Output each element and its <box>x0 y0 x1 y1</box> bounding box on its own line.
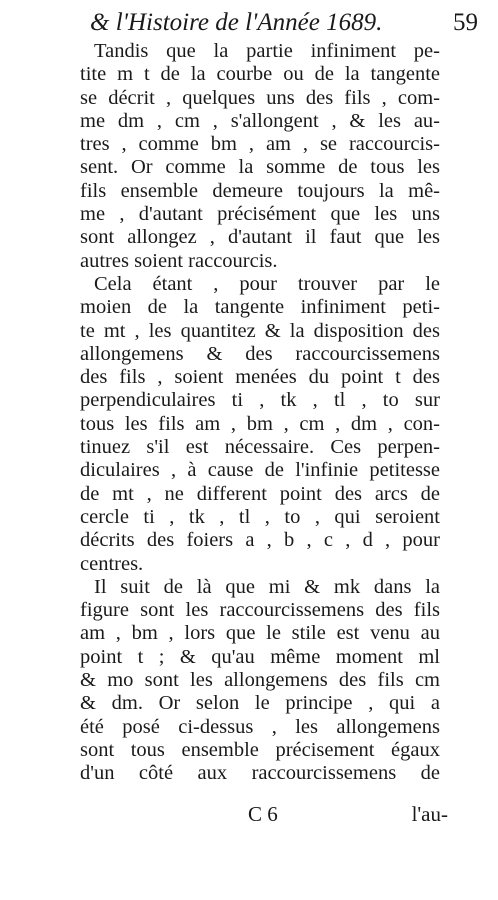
text-line: sont allongez , d'autant il faut que les <box>80 226 440 249</box>
text-line: me dm , cm , s'allongent , & les au- <box>80 109 440 132</box>
text-line: cercle ti , tk , tl , to , qui seroient <box>80 505 440 528</box>
text-line: des fils , soient menées du point t des <box>80 366 440 389</box>
text-line: de mt , ne different point des arcs de <box>80 482 440 505</box>
text-line: fils ensemble demeure toujours la mê- <box>80 179 440 202</box>
text-line: tous les fils am , bm , cm , dm , con- <box>80 412 440 435</box>
text-line: & dm. Or selon le principe , qui a <box>80 692 440 715</box>
paragraph-2 <box>80 273 440 576</box>
text-body <box>80 40 440 786</box>
text-line: été posé ci-dessus , les allongemens <box>80 715 440 738</box>
running-header <box>90 6 478 40</box>
text-line: d'un côté aux raccourcissemens de <box>80 762 440 785</box>
text-line: Cela étant , pour trouver par le <box>94 272 440 295</box>
text-line: se décrit , quelques uns des fils , com- <box>80 86 440 109</box>
text-line: tite m t de la courbe ou de la tangente <box>80 63 440 86</box>
text-line: am , bm , lors que le stile est venu au <box>80 622 440 645</box>
text-line: allongemens & des raccourcissemens <box>80 342 440 365</box>
text-line: autres soient raccourcis. <box>80 249 278 272</box>
text-line: tres , comme bm , am , se raccourcis- <box>80 133 440 156</box>
text-line: diculaires , à cause de l'infinie petitesse <box>80 459 440 482</box>
page-number: 59 <box>453 9 478 36</box>
text-line: sent. Or comme la somme de tous les <box>80 156 440 179</box>
page-footer <box>80 801 448 827</box>
text-line: sont tous ensemble précisement égaux <box>80 738 440 761</box>
text-line: décrits des foiers a , b , c , d , pour <box>80 529 440 552</box>
signature-mark: C 6 <box>248 802 278 826</box>
text-line: perpendiculaires ti , tk , tl , to sur <box>80 389 440 412</box>
text-line: figure sont les raccourcissemens des fils <box>80 599 440 622</box>
catchword: l'au- <box>411 802 448 826</box>
text-line: Tandis que la partie infiniment pe- <box>94 40 440 62</box>
paragraph-1 <box>80 40 440 273</box>
text-line: te mt , les quantitez & la disposition des <box>80 319 440 342</box>
text-line: centres. <box>80 552 144 575</box>
text-line: moien de la tangente infiniment peti- <box>80 296 440 319</box>
running-title: & l'Histoire de l'Année 1689. <box>90 9 383 36</box>
paragraph-3 <box>80 576 440 786</box>
text-line: & mo sont les allongemens des fils cm <box>80 669 440 692</box>
text-line: Il suit de là que mi & mk dans la <box>94 575 440 598</box>
text-line: point t ; & qu'au même moment ml <box>80 645 440 668</box>
text-line: me , d'autant précisément que les uns <box>80 203 440 226</box>
text-line: tinuez s'il est nécessaire. Ces perpen- <box>80 436 440 459</box>
